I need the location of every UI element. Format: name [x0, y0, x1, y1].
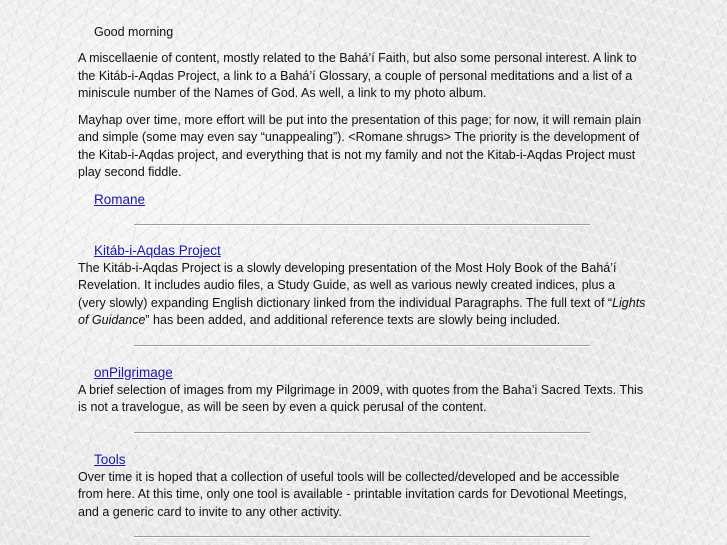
section-divider — [134, 536, 590, 538]
aqdas-project-link[interactable]: Kitáb-i-Aqdas Project — [94, 242, 221, 258]
pilgrimage-description: A brief selection of images from my Pilgrimage in 2009, with quotes from the Baha’i Sacred Texts. This is not a travelogue, as will be seen by even a quick perusal of the content. — [78, 382, 644, 414]
section-divider — [134, 432, 590, 434]
aqdas-description-start: The Kitáb-i-Aqdas Project is a slowly developing presentation of the Most Holy Book of the Bahá’í Revelation. It includes audio files, a Study Guide, as well as various newly created indices, plus a (very slowly) expanding English dictionary linked from the individual Paragraphs. The full text of “ — [78, 260, 617, 310]
pilgrimage-link[interactable]: onPilgrimage — [94, 364, 173, 380]
section-romane — [78, 191, 646, 209]
section-aqdas-project — [78, 242, 646, 330]
intro-paragraph-2: Mayhap over time, more effort will be put into the presentation of this page; for now, it will remain plain and simple (some may even say “unappealing”). <Romane shrugs> The priority is the development of the Kitab-i-Aqdas project, and everything that is not my family and not the Kitab-i-Aqdas Project must play second fiddle. — [78, 112, 642, 179]
section-heading — [78, 451, 646, 469]
section-heading — [78, 191, 646, 209]
greeting-text: Good morning — [94, 25, 174, 39]
tools-link[interactable]: Tools — [94, 451, 126, 467]
intro-paragraph-1: A miscellaenie of content, mostly related to the Bahá’í Faith, but also some personal interest. A link to the Kitáb-i-Aqdas Project, a link to a Bahá’í Glossary, a couple of personal meditations and a list of a miniscule number of the Names of God. As well, a link to my photo album. — [78, 51, 637, 100]
aqdas-description-end: ” has been added, and additional reference texts are slowly being included. — [145, 313, 561, 327]
section-divider — [134, 345, 590, 347]
lights-of-guidance-title: Lights of Guidance — [78, 295, 646, 327]
tools-description: Over time it is hoped that a collection of useful tools will be collected/developed and be accessible from here. At this time, only one tool is available - printable invitation cards for Devotional Meetings, and a generic card to invite to any other activity. — [78, 469, 627, 519]
aqdas-project-description — [78, 260, 646, 330]
section-pilgrimage — [78, 364, 646, 417]
section-tools — [78, 451, 646, 522]
section-divider — [134, 224, 590, 226]
page-content — [78, 24, 646, 538]
romane-link[interactable]: Romane — [94, 191, 146, 207]
section-heading — [78, 242, 646, 260]
section-heading — [78, 364, 646, 382]
